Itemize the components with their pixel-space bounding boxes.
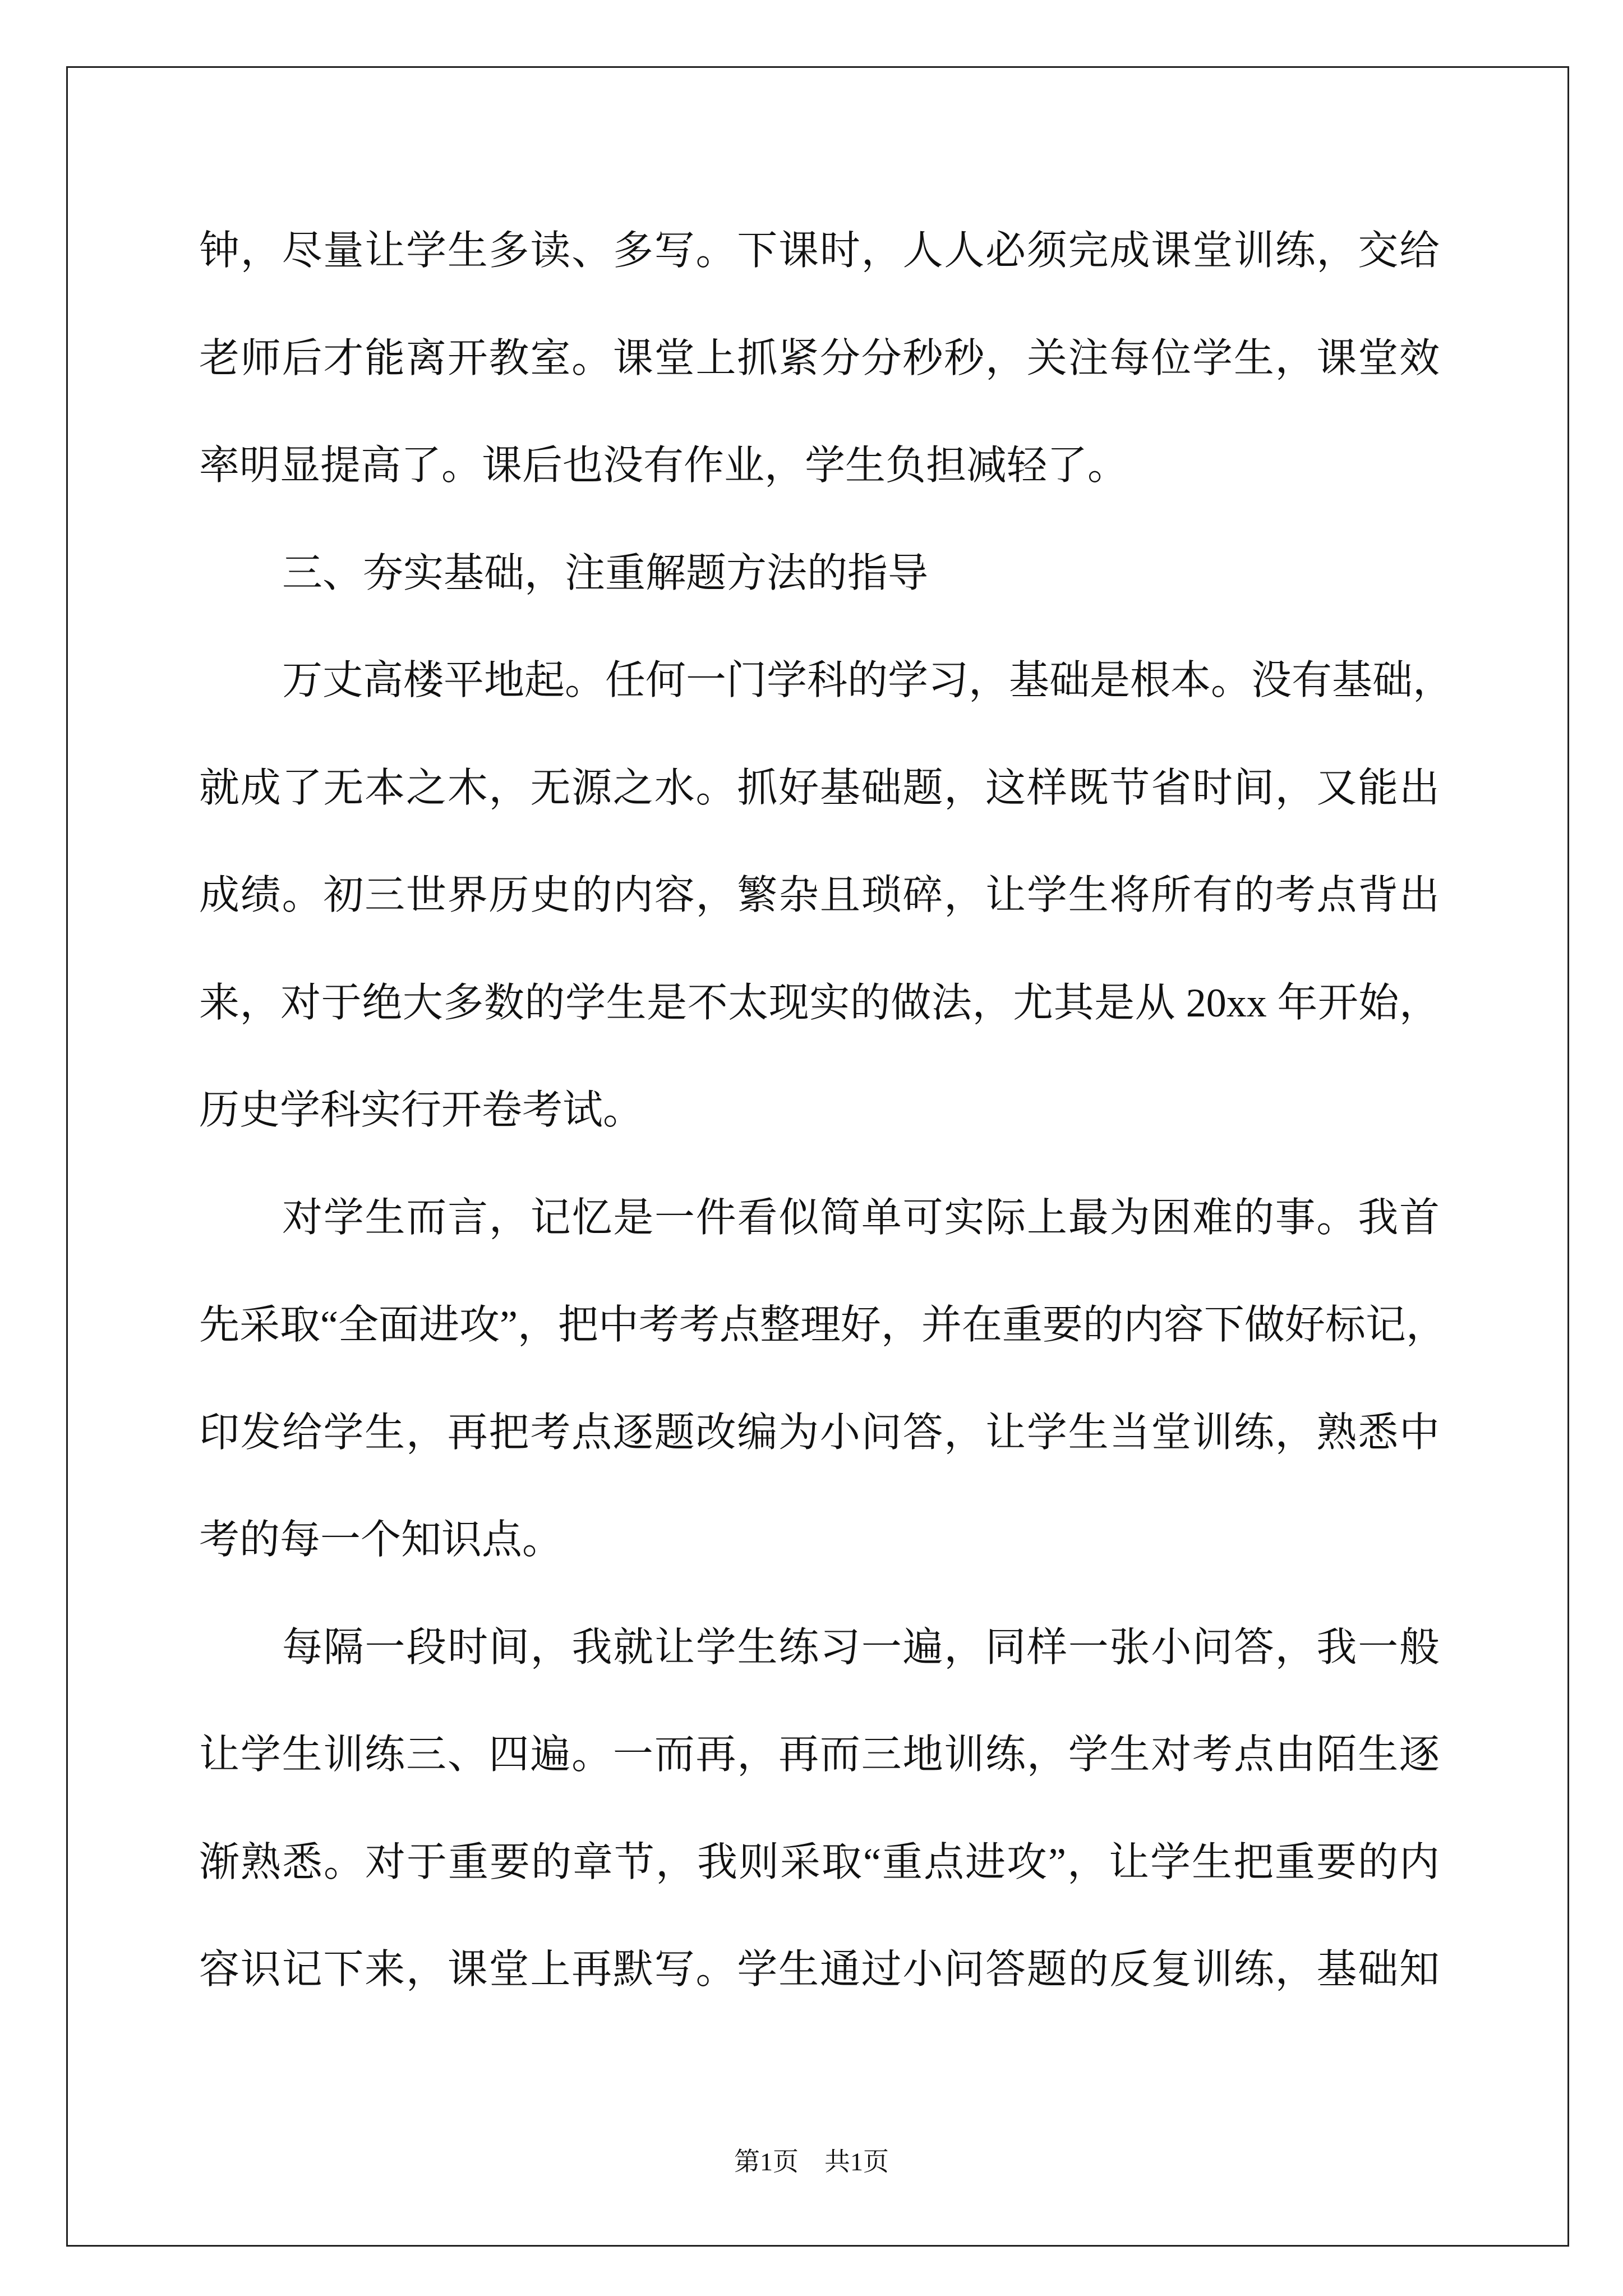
text-line: 容识记下来，课堂上再默写。学生通过小问答题的反复训练，基础知: [199, 1947, 1440, 1992]
text-line: 率明显提高了。课后也没有作业，学生负担减轻了。: [199, 443, 1128, 488]
text-line: 钟，尽量让学生多读、多写。下课时，人人必须完成课堂训练，交给: [199, 228, 1440, 273]
text-line: 万丈高楼平地起。任何一门学科的学习，基础是根本。没有基础，: [282, 658, 1454, 703]
text-line: 就成了无本之木，无源之水。抓好基础题，这样既节省时间，又能出: [199, 765, 1440, 811]
text-line: 考的每一个知识点。: [199, 1517, 563, 1562]
text-line: 让学生训练三、四遍。一而再，再而三地训练，学生对考点由陌生逐: [199, 1732, 1440, 1777]
text-line: 成绩。初三世界历史的内容，繁杂且琐碎，让学生将所有的考点背出: [199, 873, 1440, 918]
text-line: 对学生而言，记忆是一件看似简单可实际上最为困难的事。我首: [282, 1195, 1440, 1240]
document-body: [199, 197, 1454, 2024]
text-line: 每隔一段时间，我就让学生练习一遍，同样一张小问答，我一般: [282, 1625, 1440, 1670]
text-line: 印发给学生，再把考点逐题改编为小问答，让学生当堂训练，熟悉中: [199, 1410, 1440, 1455]
page-number-footer: 第1页 共1页: [734, 2147, 889, 2176]
section-heading: 三、夯实基础，注重解题方法的指导: [282, 550, 929, 596]
text-line: 来，对于绝大多数的学生是不太现实的做法，尤其是从 20xx 年开始，: [199, 980, 1440, 1025]
text-line: 历史学科实行开卷考试。: [199, 1088, 644, 1133]
text-line: 老师后才能离开教室。课堂上抓紧分分秒秒，关注每位学生，课堂效: [199, 335, 1440, 381]
text-line: 先采取“全面进攻”，把中考考点整理好，并在重要的内容下做好标记，: [199, 1303, 1446, 1347]
text-line: 渐熟悉。对于重要的章节，我则采取“重点进攻”，让学生把重要的内: [199, 1839, 1440, 1885]
